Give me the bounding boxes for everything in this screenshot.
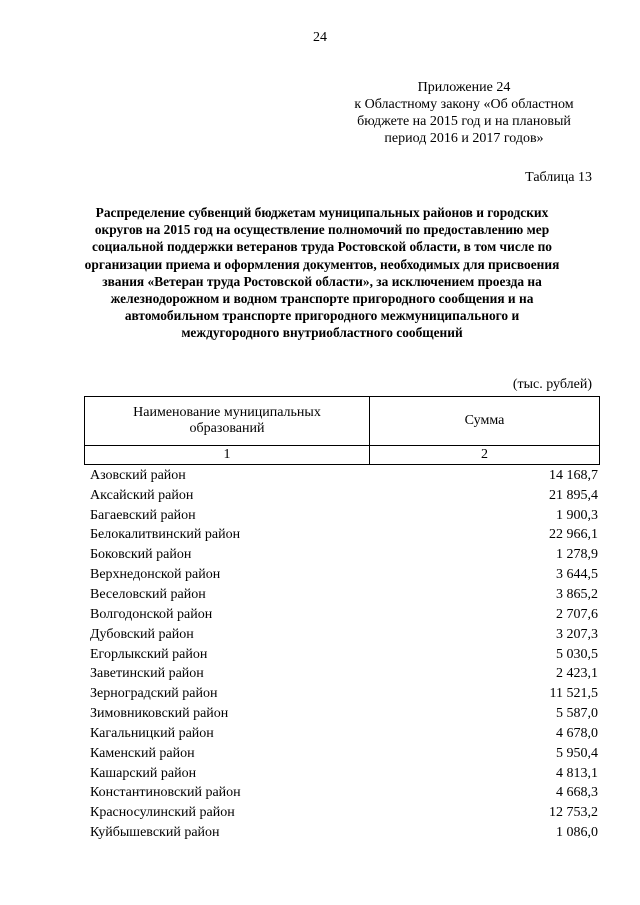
row-amount: 2 707,6 [556,606,598,622]
row-amount: 4 813,1 [556,765,598,781]
header-number-row [85,446,600,465]
row-name: Константиновский район [90,785,241,801]
appendix-line-3: бюджете на 2015 год и на плановый [357,114,571,129]
table-row [90,506,598,526]
table-row [90,486,598,506]
page-number: 24 [313,30,327,45]
column-header-name-line-2: образований [189,421,265,436]
table-row [90,605,598,625]
row-amount: 1 900,3 [556,507,598,523]
row-amount: 21 895,4 [549,487,598,503]
table-row [90,764,598,784]
row-amount: 2 423,1 [556,666,598,682]
table-row [90,645,598,665]
row-amount: 3 207,3 [556,626,598,642]
row-name: Азовский район [90,467,186,483]
row-name: Зимовниковский район [90,706,229,722]
row-name: Боковский район [90,547,192,563]
row-name: Кагальницкий район [90,725,214,741]
table-row [90,565,598,585]
table-row [90,784,598,804]
row-name: Верхнедонской район [90,567,221,583]
table-header [84,396,600,465]
row-amount: 14 168,7 [549,467,598,483]
appendix-line-1: Приложение 24 [417,80,511,95]
column-header-name-line-1: Наименование муниципальных [133,405,321,420]
row-name: Волгодонской район [90,606,213,622]
row-amount: 5 030,5 [556,646,598,662]
row-name: Красносулинский район [90,805,235,821]
table-row [90,803,598,823]
row-name: Каменский район [90,745,195,761]
header-row [85,397,600,446]
row-name: Зерноградский район [90,686,218,702]
column-header-amount: Сумма [370,397,600,446]
document-title: Распределение субвенций бюджетам муниципальных районов и городских округов на 2015 год на осуществление полномочий по предоставлению мер социальной поддержки ветеранов труда Ростовской области, в том числе по организации приема и оформления документов, необходимых для присвоения звания «Ветеран труда Ростовской области», за исключением проезда на железнодорожном и водном транспорте пригородного сообщения и на автомобильном транспорте пригородного межмуниципального и междугородного внутриобластного сообщений [84,205,560,341]
table-row [90,664,598,684]
row-amount: 11 521,5 [549,686,598,702]
row-amount: 1 086,0 [556,825,598,841]
row-name: Егорлыкский район [90,646,208,662]
row-amount: 12 753,2 [549,805,598,821]
table-row [90,704,598,724]
row-amount: 4 678,0 [556,725,598,741]
row-amount: 5 950,4 [556,745,598,761]
column-header-name [85,397,370,446]
appendix-line-2: к Областному закону «Об областном [354,97,574,112]
row-name: Багаевский район [90,507,196,523]
row-name: Куйбышевский район [90,825,220,841]
table-row [90,684,598,704]
row-name: Кашарский район [90,765,197,781]
row-amount: 5 587,0 [556,706,598,722]
appendix-header [330,79,598,147]
table-row [90,526,598,546]
column-number-2: 2 [370,446,600,465]
table-row [90,823,598,843]
row-amount: 22 966,1 [549,527,598,543]
row-amount: 3 865,2 [556,586,598,602]
table-row [90,744,598,764]
table-body [90,466,598,843]
row-name: Белокалитвинский район [90,527,241,543]
table-row [90,724,598,744]
row-name: Аксайский район [90,487,194,503]
appendix-line-4: период 2016 и 2017 годов» [384,131,544,146]
row-name: Заветинский район [90,666,204,682]
row-amount: 1 278,9 [556,547,598,563]
column-number-1: 1 [85,446,370,465]
row-amount: 3 644,5 [556,567,598,583]
units-label: (тыс. рублей) [512,377,592,392]
table-row [90,466,598,486]
table-label: Таблица 13 [525,170,592,185]
table-row [90,585,598,605]
row-name: Дубовский район [90,626,194,642]
table-row [90,625,598,645]
table-row [90,545,598,565]
row-name: Веселовский район [90,586,206,602]
row-amount: 4 668,3 [556,785,598,801]
